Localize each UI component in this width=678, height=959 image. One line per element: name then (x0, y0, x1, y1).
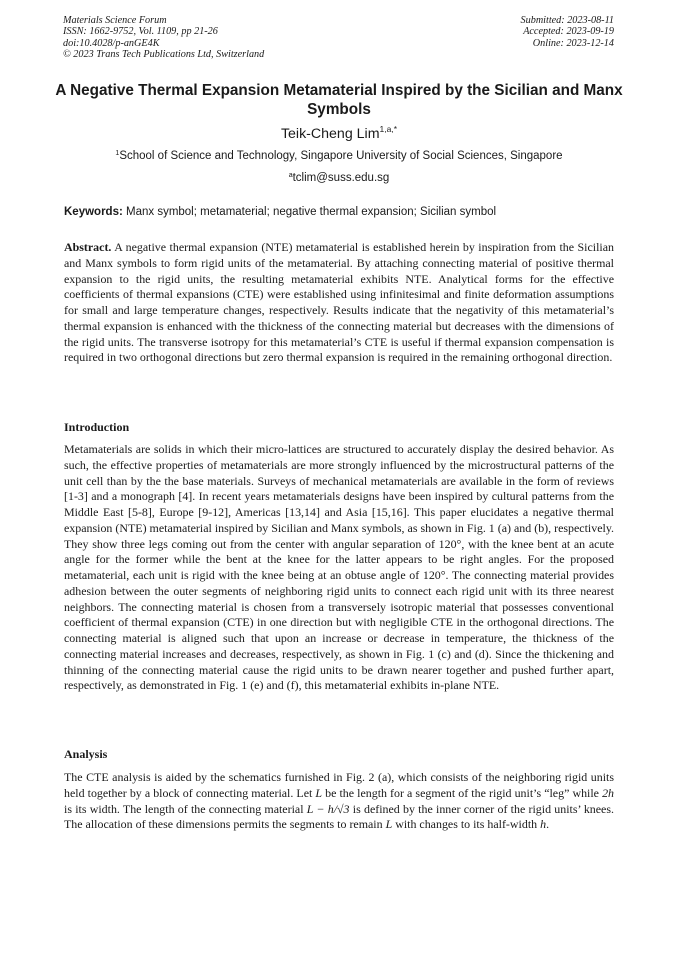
copyright: © 2023 Trans Tech Publications Ltd, Switzerland (63, 49, 265, 61)
math-symbol: 2h (602, 785, 614, 800)
abstract-text: A negative thermal expansion (NTE) metamaterial is established herein by inspiration from the Sicilian and Manx symbols to form rigid units of the metamaterial. By attaching connecting material of positive thermal expansion to the rigid units, the resulting metamaterial exhibits NTE. Analytical forms for the effective coefficients of thermal expansions (CTE) were established using infinitesimal and finite deformation assumptions for small and large temperature changes, respectively. Results indicate that the negativity of this metamaterial’s thermal expansion is enhanced with the thickness of the connecting material but decreases with the dimensions of the rigid units. The transverse isotropy for this metamaterial’s CTE is useful if thermal expansion compensation is required in two orthogonal directions but zero thermal expansion is required in the remaining orthogonal direction. (64, 240, 615, 365)
accepted-date: Accepted: 2023-09-19 (523, 26, 614, 38)
analysis-text-part: is its width. The length of the connecting material (64, 801, 307, 816)
author-superscript: 1,a,* (379, 124, 398, 134)
abstract-label: Abstract. (64, 240, 112, 254)
abstract (64, 240, 614, 366)
math-symbol: L (385, 817, 393, 832)
journal-info (63, 15, 264, 61)
journal-name: Materials Science Forum (63, 15, 167, 26)
author-name: Teik-Cheng Lim (280, 126, 380, 142)
introduction-heading: Introduction (64, 420, 130, 434)
email-line (0, 172, 678, 184)
paper-title: A Negative Thermal Expansion Metamaterial Inspired by the Sicilian and Manx Symbols (55, 82, 623, 118)
math-expression: L − h/√3 (306, 801, 350, 816)
affiliation-superscript: 1 (115, 150, 120, 157)
author-line (0, 124, 678, 142)
math-symbol: h (540, 817, 547, 832)
email-address[interactable]: tclim@suss.edu.sg (292, 172, 390, 184)
analysis-text-part: be the length for a segment of the rigid unit’s “leg” while (322, 785, 603, 800)
keywords (64, 206, 616, 218)
submitted-date: Submitted: 2023-08-11 (520, 15, 614, 26)
affiliation (0, 150, 678, 162)
analysis-text-part: is defined by the inner corner of the rigid units’ knees. The allocation of these dimensions permits the segments to remain (64, 801, 614, 832)
analysis-text-part: with changes to its half-width (392, 817, 541, 832)
keywords-label: Keywords: (64, 206, 123, 218)
analysis-text-part: . (546, 817, 550, 832)
keywords-text: Manx symbol; metamaterial; negative thermal expansion; Sicilian symbol (126, 206, 497, 218)
dates-info (521, 15, 614, 49)
analysis-heading: Analysis (64, 747, 108, 761)
math-symbol: L (315, 785, 323, 800)
analysis-text-part: The CTE analysis is aided by the schematics furnished in Fig. 2 (a), which consists of the neighboring rigid units held together by a block of connecting material. Let (64, 770, 614, 800)
analysis-text (64, 770, 614, 833)
email-superscript: a (288, 172, 293, 179)
doi[interactable]: doi:10.4028/p-anGE4K (63, 37, 160, 49)
affiliation-text: School of Science and Technology, Singapore University of Social Sciences, Singapore (119, 150, 563, 162)
introduction-text: Metamaterials are solids in which their micro-lattices are structured to accurately display the desired behavior. As such, the effective properties of metamaterials are more strongly influenced by the microstructural patterns of the unit cell than by the the base materials. Surveys of mechanical metamaterials are available in the form of reviews [1-3] and a monograph [4]. In recent years metamaterials designs have been inspired by cultural patterns from the Middle East [5-8], Europe [9-12], Americas [13,14] and Asia [15,16]. This paper elucidates a negative thermal expansion (NTE) metamaterial inspired by Sicilian and Manx symbols, as shown in Fig. 1 (a) and (b), respectively. They show three legs coming out from the center with angular separation of 120°, with the knee bent at an acute angle for the former while the bent at the knee for the latter appears to be right angles. For the proposed metamaterial, each unit is rigid with the knee being at an obtuse angle of 120°. The connecting material provides adhesion between the outer segments of neighboring rigid units to connect each rigid unit with its three nearest neighbors. The connecting material is chosen from a transversely isotropic material that possesses conventional coefficient of thermal expansion (CTE) in one direction but with negligible CTE in the orthogonal directions. The connecting material is aligned such that upon an increase or decrease in temperature, the thickness of the connecting material increases and decreases, respectively, as shown in Fig. 1 (c) and (d). Since the thickening and thinning of the connecting material cause the rigid units to be drawn nearer together and pushed further apart, respectively, as demonstrated in Fig. 1 (e) and (f), this metamaterial exhibits in-plane NTE. (64, 442, 614, 693)
issn-volume: ISSN: 1662-9752, Vol. 1109, pp 21-26 (63, 26, 218, 38)
online-date: Online: 2023-12-14 (532, 37, 614, 49)
